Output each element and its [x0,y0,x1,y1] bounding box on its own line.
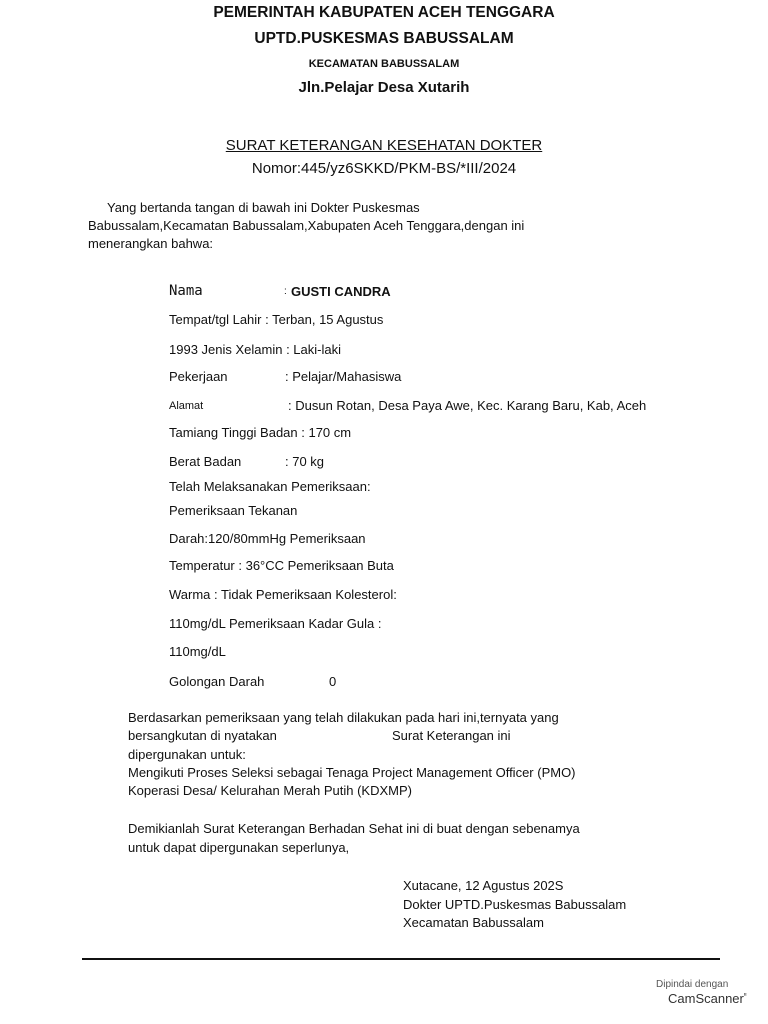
watermark-camscanner: CamScanner$^ᴿ$ [668,991,747,1006]
exam-heading: Telah Melaksanakan Pemeriksaan: [169,479,371,494]
exam-line-6: 110mg/dL [169,644,226,659]
document-number: Nomor:445/yz6SKKD/PKM-BS/*III/2024 [251,160,517,177]
conclusion-line-2b: Surat Keterangan ini [392,728,511,743]
signature-place-date: Xutacane, 12 Agustus 202S [403,878,564,893]
field-pekerjaan-value: : Pelajar/Mahasiswa [285,369,402,384]
header-government: PEMERINTAH KABUPATEN ACEH TENGGARA [213,4,555,21]
document-title: SURAT KETERANGAN KESEHATAN DOKTER [225,137,543,154]
intro-line-1: Yang bertanda tangan di bawah ini Dokter Puskesmas [107,200,420,215]
conclusion-line-5: Koperasi Desa/ Kelurahan Merah Putih (KDXMP) [128,783,412,798]
field-ttl: Tempat/tgl Lahir : Terban, 15 Agustus [169,312,384,327]
bottom-divider [82,958,720,960]
header-district: KECAMATAN BABUSSALAM [308,58,460,70]
field-jenis-kelamin: 1993 Jenis Xelamin : Laki-laki [169,342,341,357]
header-institution: UPTD.PUSKESMAS BABUSSALAM [254,30,514,47]
signature-role: Dokter UPTD.Puskesmas Babussalam [403,897,627,912]
field-nama-label: Nama [169,283,203,299]
field-pekerjaan-label: Pekerjaan [169,369,228,384]
field-nama-value: GUSTI CANDRA [291,284,391,299]
exam-line-4: Warma : Tidak Pemeriksaan Kolesterol: [169,587,397,602]
field-tinggi: Tamiang Tinggi Badan : 170 cm [169,425,352,440]
field-alamat-value: : Dusun Rotan, Desa Paya Awe, Kec. Karang Baru, Kab, Aceh [288,398,647,413]
closing-line-2: untuk dapat dipergunakan seperlunya, [128,840,350,855]
exam-line-2: Darah:120/80mmHg Pemeriksaan [169,531,366,546]
field-berat-value: : 70 kg [285,454,325,469]
header-address: Jln.Pelajar Desa Xutarih [298,79,470,96]
intro-line-2: Babussalam,Kecamatan Babussalam,Xabupaten Aceh Tenggara,dengan ini [88,218,525,233]
field-nama-colon: : [284,286,287,297]
intro-line-3: menerangkan bahwa: [88,236,214,251]
field-golongan-label: Golongan Darah [169,674,265,689]
watermark-scanned-with: Dipindai dengan [656,979,729,990]
field-berat-label: Berat Badan [169,454,242,469]
exam-line-5: 110mg/dL Pemeriksaan Kadar Gula : [169,616,382,631]
closing-line-1: Demikianlah Surat Keterangan Berhadan Sehat ini di buat dengan sebenamya [128,821,580,836]
conclusion-line-2a: bersangkutan di nyatakan [128,728,277,743]
conclusion-line-4: Mengikuti Proses Seleksi sebagai Tenaga Project Management Officer (PMO) [128,765,576,780]
exam-line-1: Pemeriksaan Tekanan [169,503,298,518]
conclusion-line-1: Berdasarkan pemeriksaan yang telah dilakukan pada hari ini,ternyata yang [128,710,559,725]
field-alamat-label: Alamat [169,400,204,412]
signature-district: Xecamatan Babussalam [403,915,544,930]
field-golongan-value: 0 [329,674,337,689]
conclusion-line-3: dipergunakan untuk: [128,747,246,762]
exam-line-3: Temperatur : 36°CC Pemeriksaan Buta [169,558,394,573]
